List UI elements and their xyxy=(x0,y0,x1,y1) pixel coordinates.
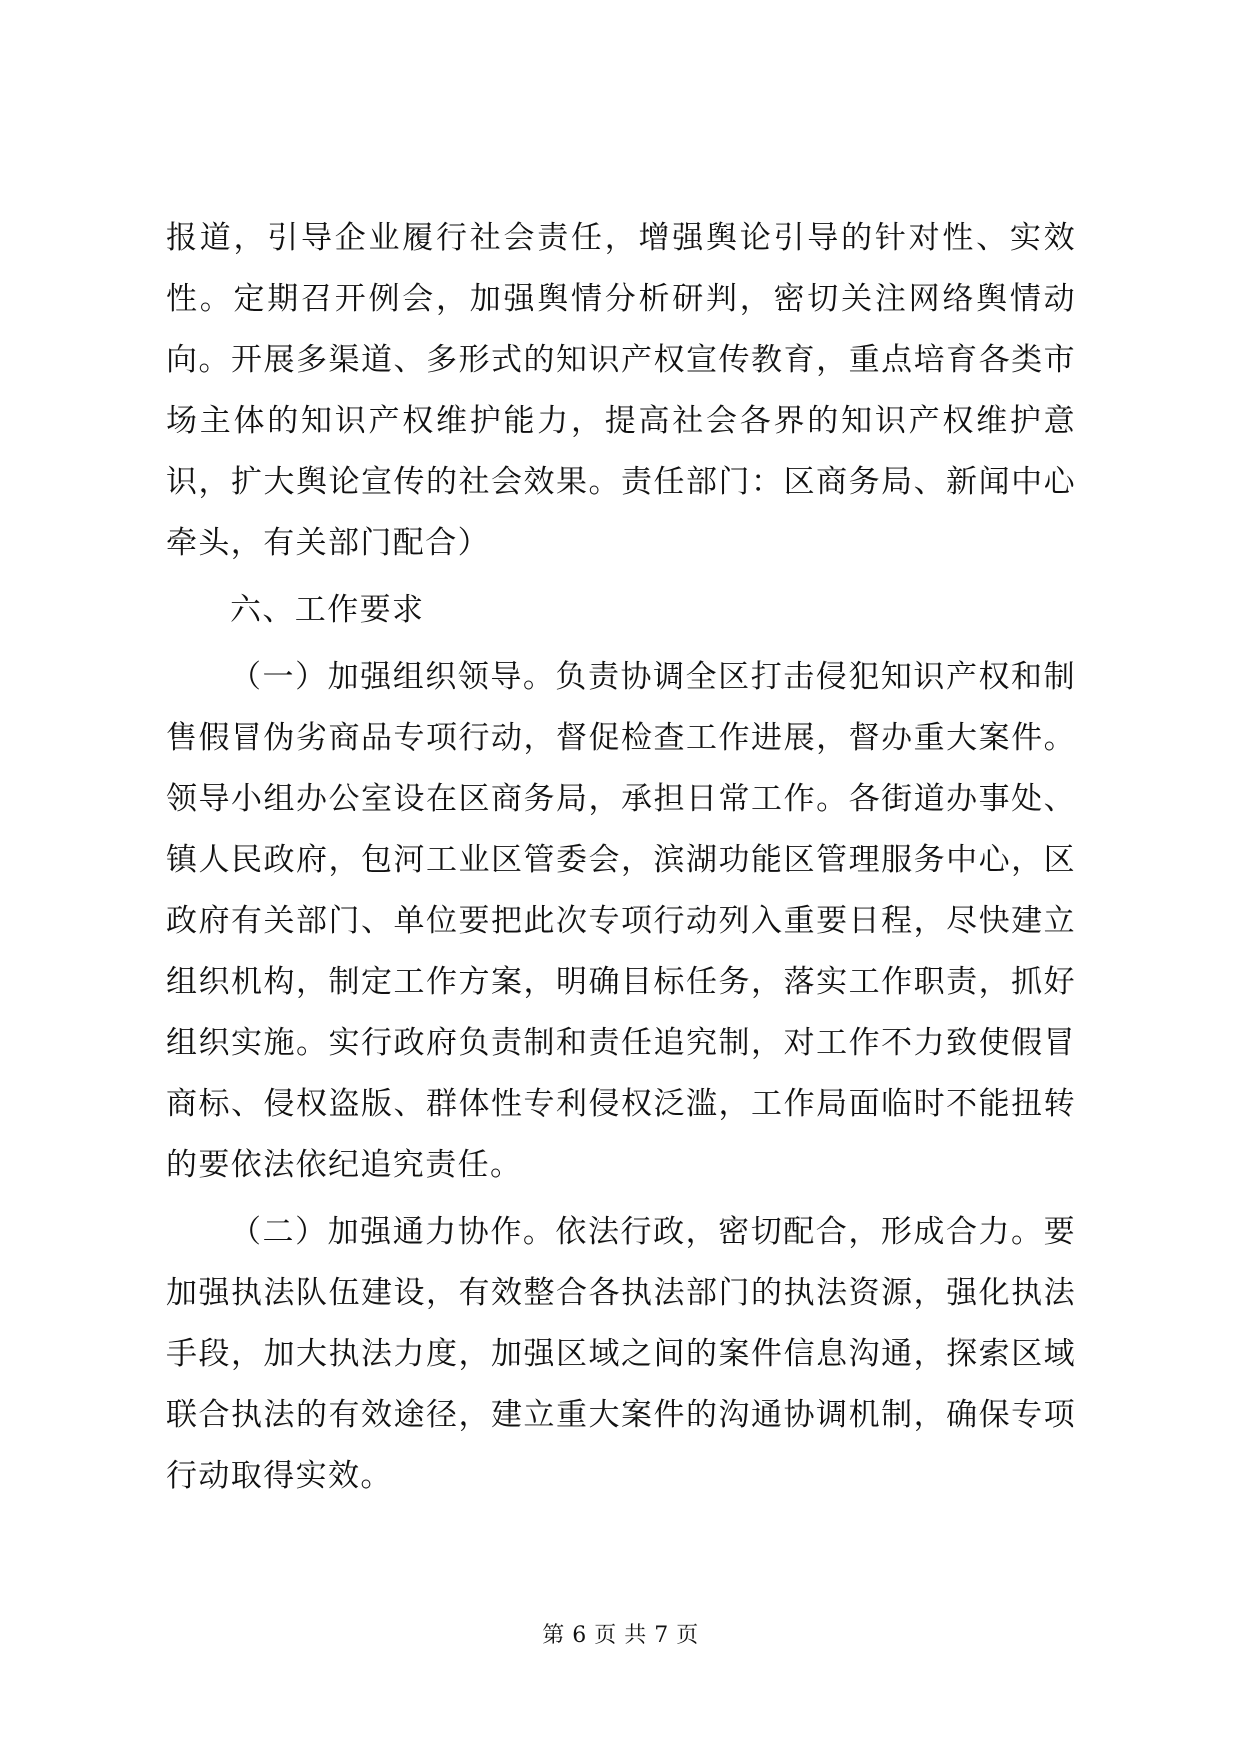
document-body xyxy=(166,208,1076,1507)
paragraph-cooperation: （二）加强通力协作。依法行政，密切配合，形成合力。要加强执法队伍建设，有效整合各执法部门的执法资源，强化执法手段，加大执法力度，加强区域之间的案件信息沟通，探索区域联合执法的有效途径，建立重大案件的沟通协调机制，确保专项行动取得实效。 xyxy=(166,1214,1076,1494)
paragraph-continuation: 报道，引导企业履行社会责任，增强舆论引导的针对性、实效性。定期召开例会，加强舆情分析研判，密切关注网络舆情动向。开展多渠道、多形式的知识产权宣传教育，重点培育各类市场主体的知识产权维护能力，提高社会各界的知识产权维护意识，扩大舆论宣传的社会效果。责任部门：区商务局、新闻中心牵头，有关部门配合） xyxy=(166,220,1076,561)
section-heading-work-requirements: 六、工作要求 xyxy=(230,592,425,628)
paragraph-organization-leadership: （一）加强组织领导。负责协调全区打击侵犯知识产权和制售假冒伪劣商品专项行动，督促检查工作进展，督办重大案件。领导小组办公室设在区商务局，承担日常工作。各街道办事处、镇人民政府，包河工业区管委会，滨湖功能区管理服务中心，区政府有关部门、单位要把此次专项行动列入重要日程，尽快建立组织机构，制定工作方案，明确目标任务，落实工作职责，抓好组织实施。实行政府负责制和责任追究制，对工作不力致使假冒商标、侵权盗版、群体性专利侵权泛滥，工作局面临时不能扭转的要依法依纪追究责任。 xyxy=(166,659,1076,1183)
page-number-footer: 第 6 页 共 7 页 xyxy=(542,1623,699,1648)
